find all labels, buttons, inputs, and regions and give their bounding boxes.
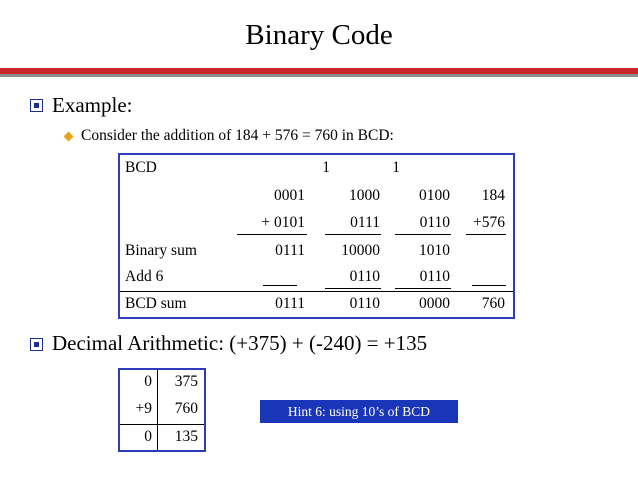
row-label: Binary sum (125, 242, 197, 259)
table-divider (120, 424, 204, 425)
table-cell: 0111 (275, 242, 305, 259)
table-cell: 0 (144, 428, 152, 445)
square-bullet-icon (30, 99, 43, 112)
row-label: BCD (125, 159, 157, 176)
table-cell: 0110 (419, 214, 450, 231)
bcd-addition-table (118, 153, 515, 319)
row-label: Add 6 (125, 268, 164, 285)
table-cell: 135 (174, 428, 198, 445)
blank-line (263, 285, 297, 286)
table-cell: 10000 (341, 242, 380, 259)
sum-underline (237, 234, 307, 235)
slide-title: Binary Code (245, 19, 393, 51)
table-cell: 760 (481, 295, 505, 312)
table-cell: 0110 (349, 268, 380, 285)
example-label: Example: (52, 93, 133, 117)
decimal-addition-table (118, 368, 206, 452)
table-cell: +9 (135, 400, 152, 417)
blank-line (472, 285, 506, 286)
table-cell: 0111 (350, 214, 380, 231)
table-cell: 0110 (349, 295, 380, 312)
table-cell: +576 (473, 214, 505, 231)
carry-cell: 1 (322, 159, 330, 176)
table-divider (120, 291, 513, 292)
table-cell: 0111 (275, 295, 305, 312)
column-divider (157, 370, 158, 450)
sum-underline (466, 234, 506, 235)
sub-item-text: Consider the addition of 184 + 576 = 760 in BCD: (81, 127, 394, 144)
title-rule-gray (0, 74, 638, 77)
table-cell: 760 (174, 400, 198, 417)
sum-underline (395, 288, 451, 289)
sum-underline (395, 234, 451, 235)
table-cell: 0100 (419, 187, 450, 204)
table-cell: 0001 (274, 187, 305, 204)
table-cell: 1010 (419, 242, 450, 259)
sum-underline (325, 234, 381, 235)
hint-box: Hint 6: using 10’s of BCD (260, 400, 458, 423)
table-cell: + 0101 (261, 214, 305, 231)
carry-cell: 1 (392, 159, 400, 176)
decimal-arithmetic-label: Decimal Arithmetic: (+375) + (-240) = +135 (52, 331, 428, 355)
table-cell: 375 (174, 373, 198, 390)
square-bullet-icon (30, 338, 43, 351)
table-cell: 0110 (419, 268, 450, 285)
sum-underline (325, 288, 381, 289)
row-label: BCD sum (125, 295, 187, 312)
table-cell: 1000 (349, 187, 380, 204)
table-cell: 184 (481, 187, 505, 204)
table-cell: 0 (144, 373, 152, 390)
diamond-bullet-icon (64, 132, 74, 142)
table-cell: 0000 (419, 295, 450, 312)
